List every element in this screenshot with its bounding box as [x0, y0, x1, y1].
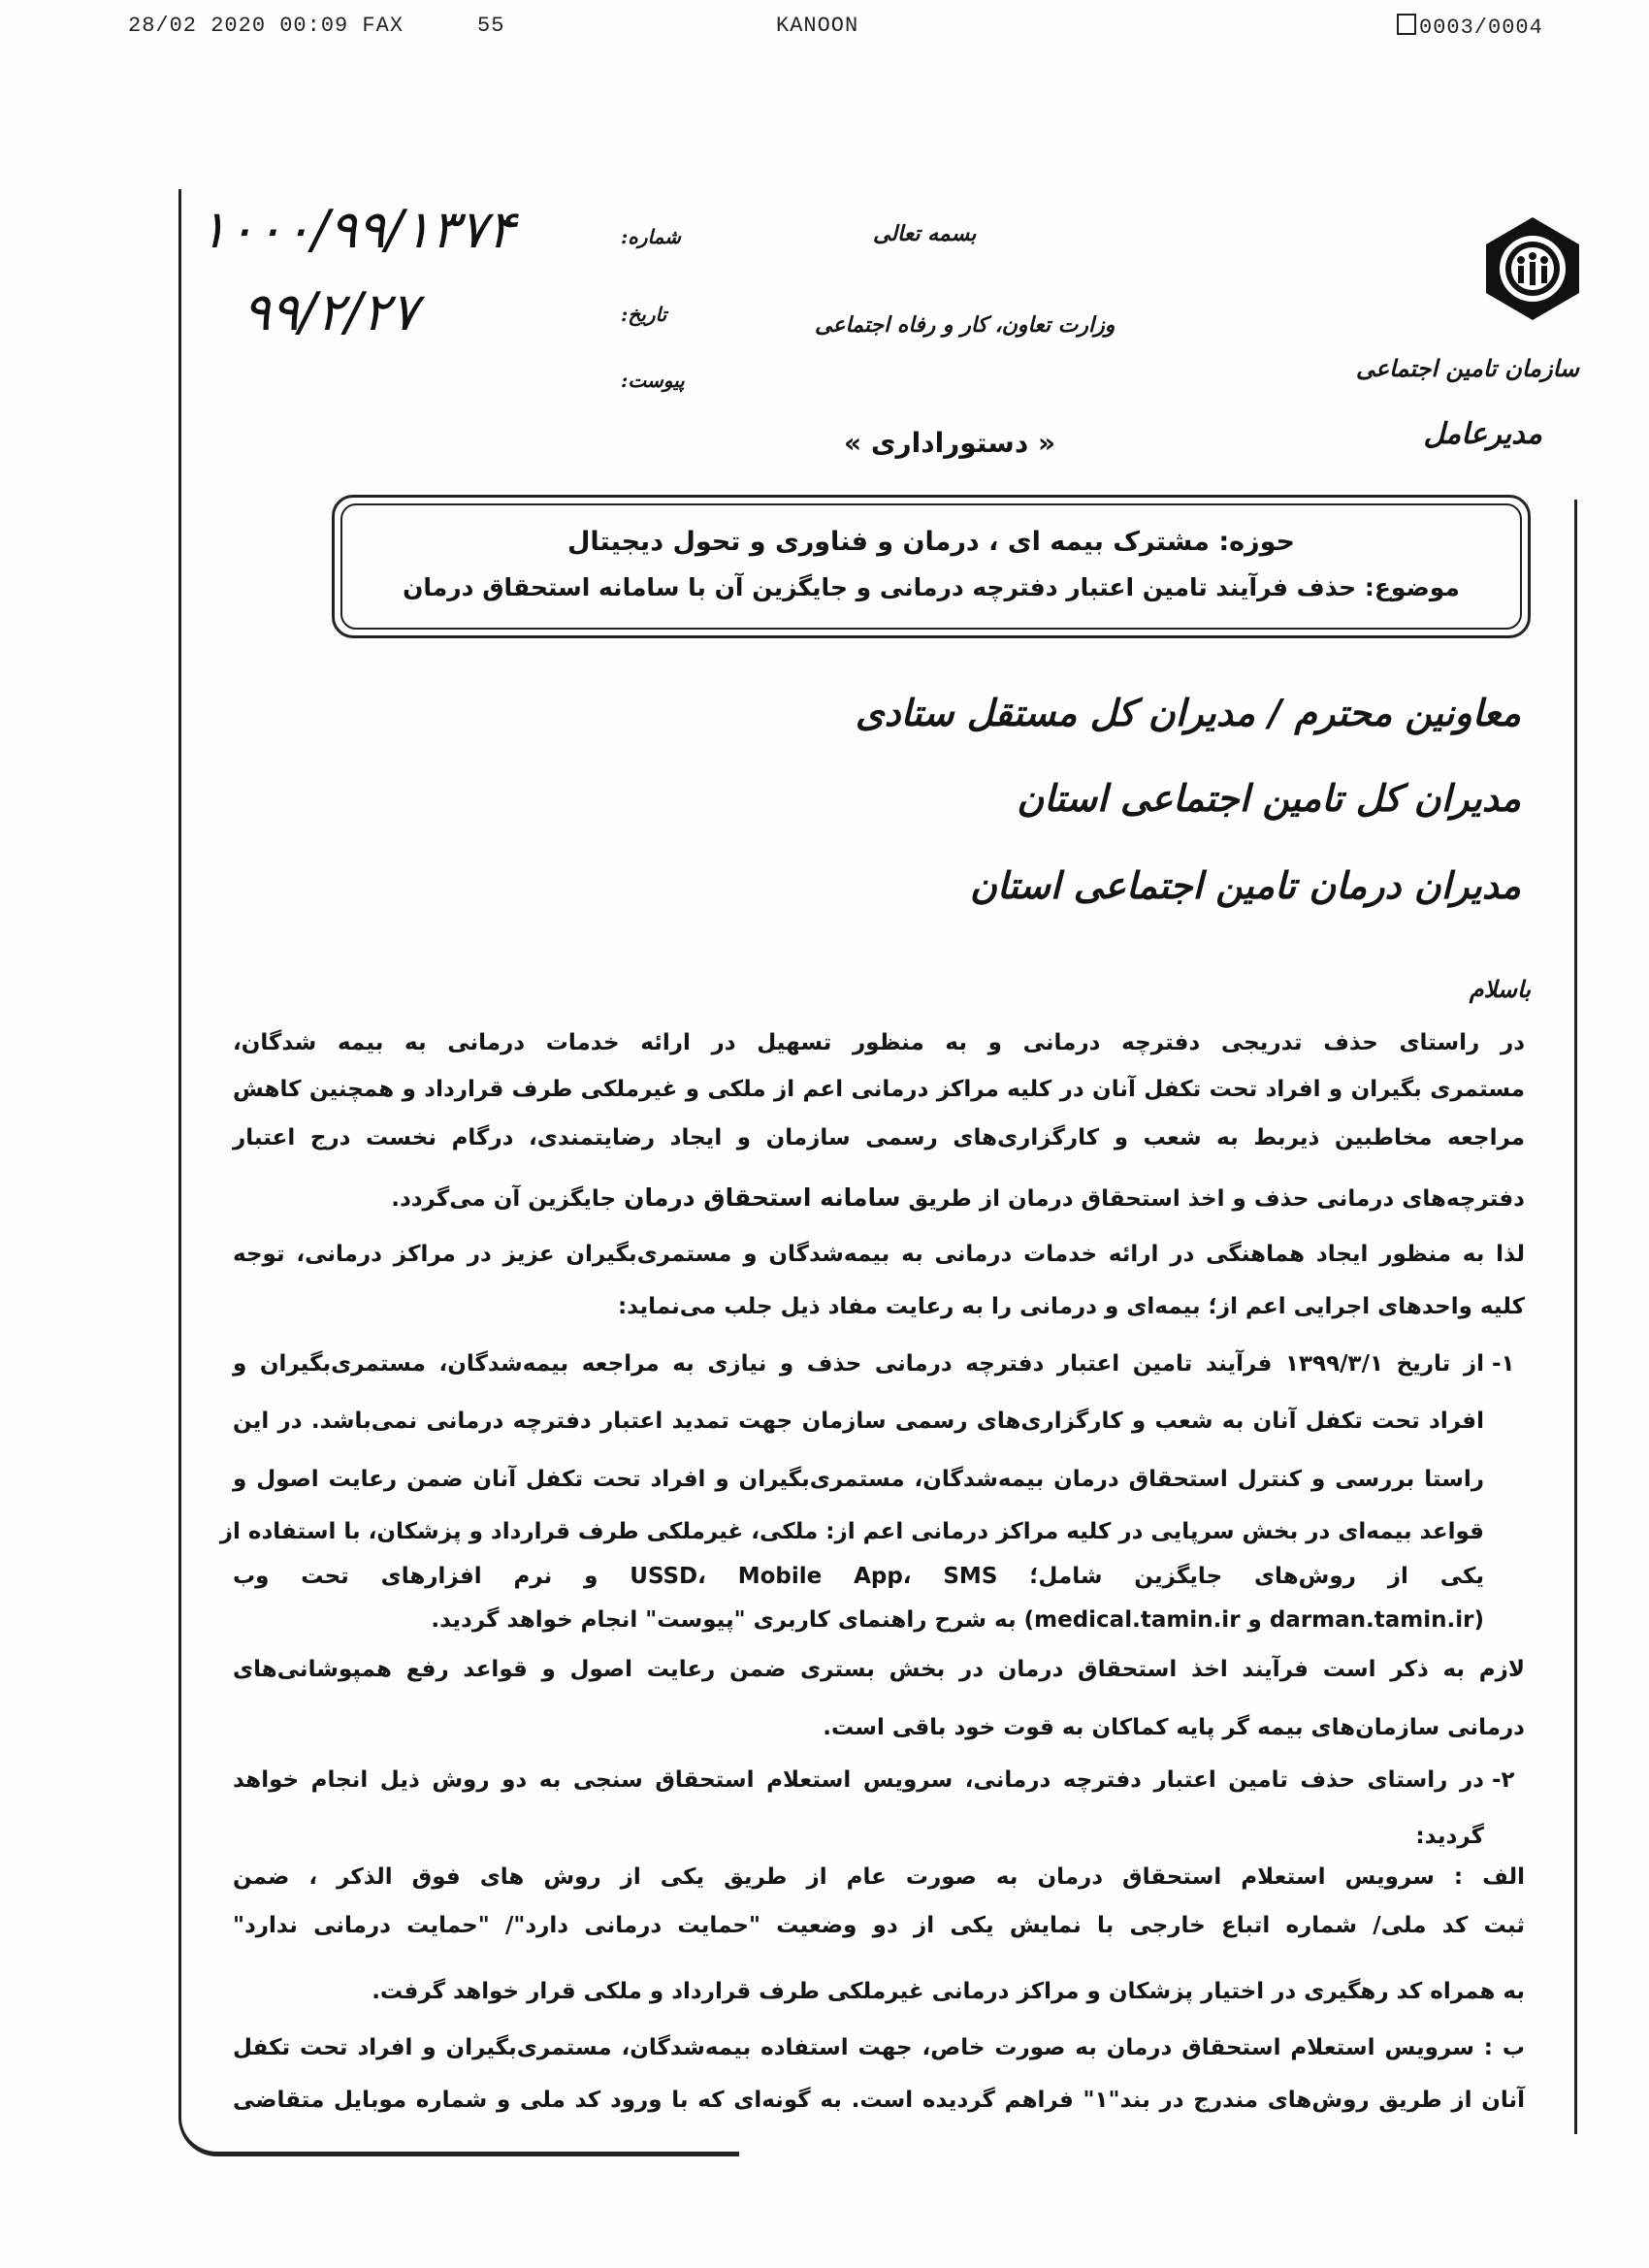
- system-name-emphasis: سامانه استحقاق درمان: [624, 1183, 901, 1212]
- letter-number: ۱۰۰۰/۹۹/۱۳۷۴: [199, 199, 516, 260]
- fax-page-number: 0003/0004: [1419, 16, 1543, 40]
- subject-box: [332, 495, 1531, 638]
- be-line: آنان از طریق روش‌های مندرج در بند"۱" فراهم گردیده است. به گونه‌ای که با ورود کد ملی و شماره موبایل متقاضی: [233, 2088, 1525, 2113]
- fax-line: 55: [477, 14, 505, 38]
- frame-left-line: [178, 189, 181, 2120]
- alef-line: به همراه کد رهگیری در اختیار پزشکان و مراکز درمانی غیرملکی طرف قرارداد و ملکی قرار خواهد گرفت.: [372, 1979, 1525, 2004]
- note-line: لازم به ذکر است فرآیند اخذ استحقاق درمان در بخش بستری ضمن رعایت اصول و قواعد رفع همپوشانی‌های: [233, 1657, 1525, 1682]
- greeting: باسلام: [1469, 975, 1531, 1003]
- attachment-label: پیوست:: [621, 369, 685, 392]
- item-1-line: افراد تحت تکفل آنان به شعب و کارگزاری‌های رسمی سازمان جهت تمدید اعتبار دفترچه درمانی نمی‌باشد. در این: [233, 1409, 1484, 1434]
- org-name: سازمان تامین اجتماعی: [1355, 354, 1579, 382]
- letter-date: ۹۹/۲/۲۷: [242, 281, 419, 342]
- body-line: لذا به منظور ایجاد هماهنگی در ارائه خدمات درمانی به بیمه‌شدگان و مستمری‌بگیران عزیز در مراکز درمانی، توجه: [233, 1242, 1525, 1267]
- body-line: مستمری بگیران و افراد تحت تکفل آنان در کلیه مراکز درمانی اعم از ملکی و غیرملکی طرف قرارداد و همچنین کاهش: [233, 1077, 1525, 1102]
- subject-line: موضوع: حذف فرآیند تامین اعتبار دفترچه درمانی و جایگزین آن با سامانه استحقاق درمان: [403, 573, 1460, 601]
- item-1-line: قواعد بیمه‌ای در بخش سرپایی در کلیه مراکز درمانی اعم از: ملکی، غیرملکی طرف قرارداد و پزشکان، با استفاده از: [219, 1519, 1484, 1544]
- body-line: مراجعه مخاطبین ذیربط به شعب و کارگزاری‌های رسمی سازمان و ایجاد رضایتمندی، درگام نخست درج اعتبار: [233, 1125, 1525, 1150]
- item-2-line: گردید:: [1415, 1824, 1484, 1849]
- be-line: ب : سرویس استعلام استحقاق درمان به صورت خاص، جهت استفاده بیمه‌شدگان، مستمری‌بگیران و افراد تحت تکفل: [233, 2035, 1525, 2060]
- body-line: در راستای حذف تدریجی دفترچه درمانی و به منظور تسهیل در ارائه خدمات درمانی به بیمه شدگان،: [233, 1030, 1525, 1055]
- date-label: تاریخ:: [621, 303, 667, 326]
- bismillah: بسمه تعالی: [873, 221, 977, 246]
- fax-datetime: 28/02 2020 00:09 FAX: [128, 14, 404, 38]
- note-line: درمانی سازمان‌های بیمه گر پایه کماکان به قوت خود باقی است.: [823, 1715, 1525, 1740]
- ministry-name: وزارت تعاون، کار و رفاه اجتماعی: [815, 312, 1116, 338]
- item-1-line: از تاریخ ۱۳۹۹/۳/۱ فرآیند تامین اعتبار دفترچه درمانی حذف و نیازی به مراجعه بیمه‌شدگان، مستمری‌بگیران و: [233, 1351, 1484, 1377]
- body-line: [233, 1183, 1525, 1212]
- recipient-1: معاونین محترم / مدیران کل مستقل ستادی: [855, 691, 1521, 734]
- tamin-logo-icon: [1482, 215, 1583, 322]
- alef-line: ثبت کد ملی/ شماره اتباع خارجی با نمایش یکی از دو وضعیت "حمایت درمانی دارد"/ "حمایت درمانی ندارد": [233, 1913, 1525, 1938]
- recipient-2: مدیران کل تامین اجتماعی استان: [1017, 776, 1521, 820]
- item-1-line: (darman.tamin.ir و medical.tamin.ir) به شرح راهنمای کاربری "پیوست" انجام خواهد گردید.: [431, 1607, 1484, 1633]
- subject-box-inner-border: [340, 503, 1522, 630]
- document-type: « دستوراداری »: [844, 427, 1056, 459]
- fax-sender: KANOON: [776, 14, 859, 38]
- frame-right-line: [1574, 500, 1577, 2134]
- item-2-marker: -۲: [1492, 1767, 1515, 1793]
- fax-page-icon: [1397, 14, 1416, 35]
- signer-title: مدیرعامل: [1423, 417, 1542, 451]
- item-1-marker: -۱: [1492, 1351, 1515, 1377]
- recipient-3: مدیران درمان تامین اجتماعی استان: [970, 863, 1521, 907]
- item-2-line: در راستای حذف تامین اعتبار دفترچه درمانی، سرویس استعلام استحقاق سنجی به دو روش ذیل انجام خواهد: [233, 1767, 1484, 1793]
- body-text: جایگزین آن می‌گردد.: [391, 1186, 617, 1212]
- item-1-line: یکی از روش‌های جایگزین شامل؛ USSD، Mobile App، SMS و نرم افزارهای تحت وب: [233, 1564, 1484, 1589]
- body-text: دفترچه‌های درمانی حذف و اخذ استحقاق درمان از طریق: [908, 1186, 1525, 1212]
- alef-line: الف : سرویس استعلام استحقاق درمان به صورت عام از طریق یکی از روش های فوق الذکر ، ضمن: [233, 1864, 1525, 1890]
- body-line: کلیه واحدهای اجرایی اعم از؛ بیمه‌ای و درمانی را به رعایت مفاد ذیل جلب می‌نماید:: [617, 1294, 1525, 1319]
- number-label: شماره:: [621, 225, 681, 248]
- fax-page: [1397, 14, 1543, 40]
- item-1-line: راستا بررسی و کنترل استحقاق درمان بیمه‌شدگان، مستمری‌بگیران و افراد تحت تکفل آنان ضمن رعایت اصول و: [233, 1467, 1484, 1492]
- domain-line: حوزه: مشترک بیمه ای ، درمان و فناوری و تحول دیجیتال: [566, 527, 1295, 557]
